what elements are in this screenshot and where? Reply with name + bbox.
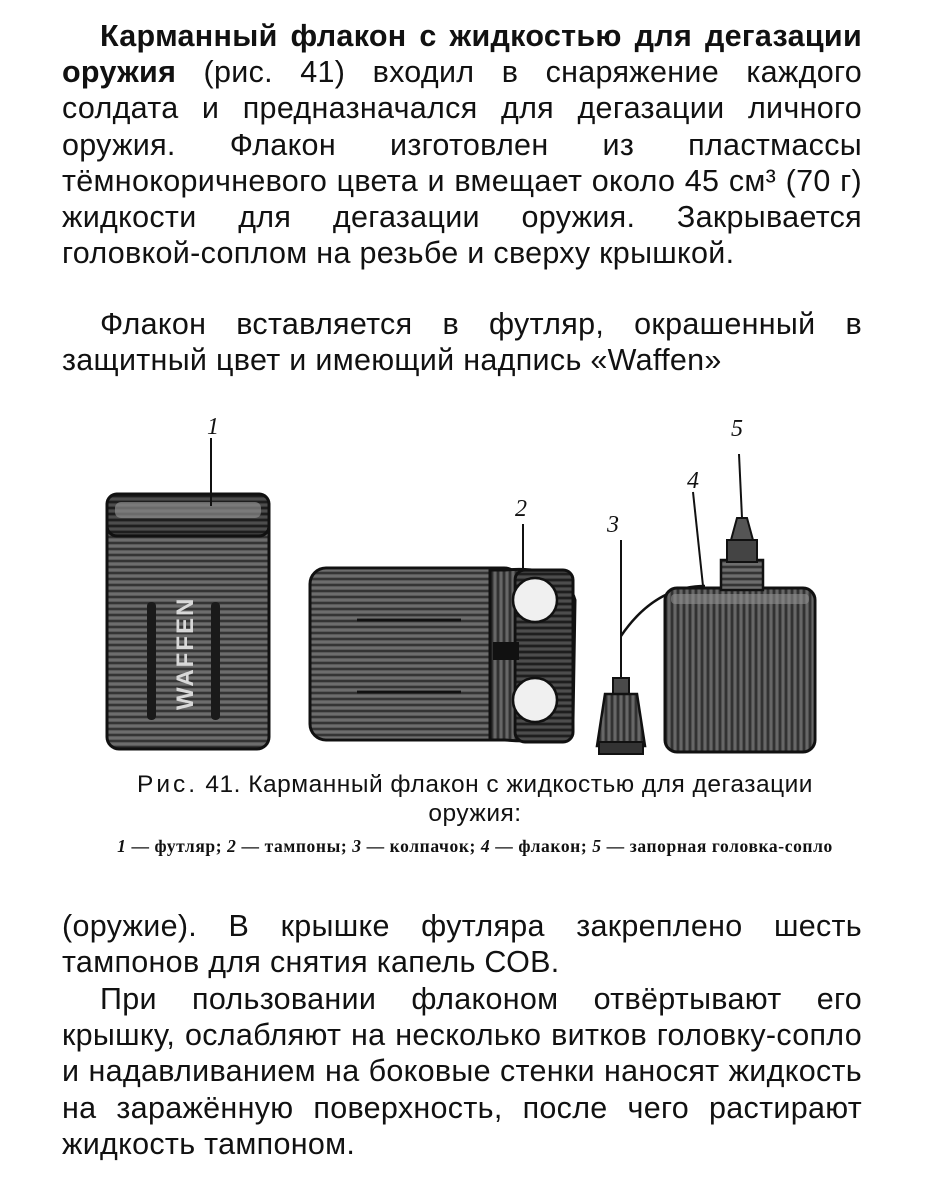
caption-prefix: Рис.: [137, 771, 199, 798]
paragraph-body: (рис. 41) входил в снаряжение каждого солдата и предназначался для дегазации личного оружия. Флакон изготовлен из пластмассы тёмнокоричневого цвета и вмещает около 45 см³ (70 г) жидкости для дегазации оружия. Закрывается головкой-соплом на резьбе и сверху крышкой.: [62, 55, 862, 271]
lid-with-swabs-illustration: [310, 568, 575, 742]
paragraph-usage: При пользовании флаконом отвёртывают его крышку, ослабляют на несколько витков головку-сопло и надавливанием на боковые стенки наносят жидкость на заражённую поверхность, после чего растирают жидкость тампоном.: [62, 982, 862, 1161]
legend-text-4: — флакон;: [495, 836, 588, 856]
figure-legend: [95, 836, 855, 857]
label-2: 2: [515, 496, 527, 522]
label-3: 3: [607, 512, 619, 538]
caption-text: Карманный флакон с жидкостью для дегазации оружия:: [248, 771, 813, 827]
label-5: 5: [731, 416, 743, 442]
case-inscription: WAFFEN: [172, 596, 199, 710]
legend-text-3: — колпачок;: [366, 836, 476, 856]
case-illustration: [107, 494, 269, 749]
legend-num-5: 5: [592, 836, 602, 856]
paragraph-swabs: (оружие). В крышке футляра закреплено шесть тампонов для снятия капель СОВ.: [62, 909, 862, 980]
flask-illustration-body: [665, 518, 815, 752]
legend-num-3: 3: [352, 836, 362, 856]
label-1: 1: [207, 414, 219, 440]
caption-number: 41.: [205, 771, 241, 798]
figure-caption: [95, 770, 855, 828]
paragraph-flask-description: [62, 18, 862, 271]
legend-text-5: — запорная головка-сопло: [606, 836, 833, 856]
legend-num-4: 4: [480, 836, 491, 856]
flask-illustration: [95, 410, 855, 770]
legend-num-1: 1: [117, 836, 127, 856]
legend-num-2: 2: [227, 836, 237, 856]
figure-41: [95, 410, 855, 770]
paragraph-case: Флакон вставляется в футляр, окрашенный в защитный цвет и имеющий надпись «Waffen»: [62, 307, 862, 378]
label-4: 4: [687, 468, 699, 494]
legend-text-1: — футляр;: [131, 836, 223, 856]
legend-text-2: — тампоны;: [241, 836, 348, 856]
paragraph-lead: Карманный флакон с жидкостью для дегазации оружия: [62, 19, 862, 90]
